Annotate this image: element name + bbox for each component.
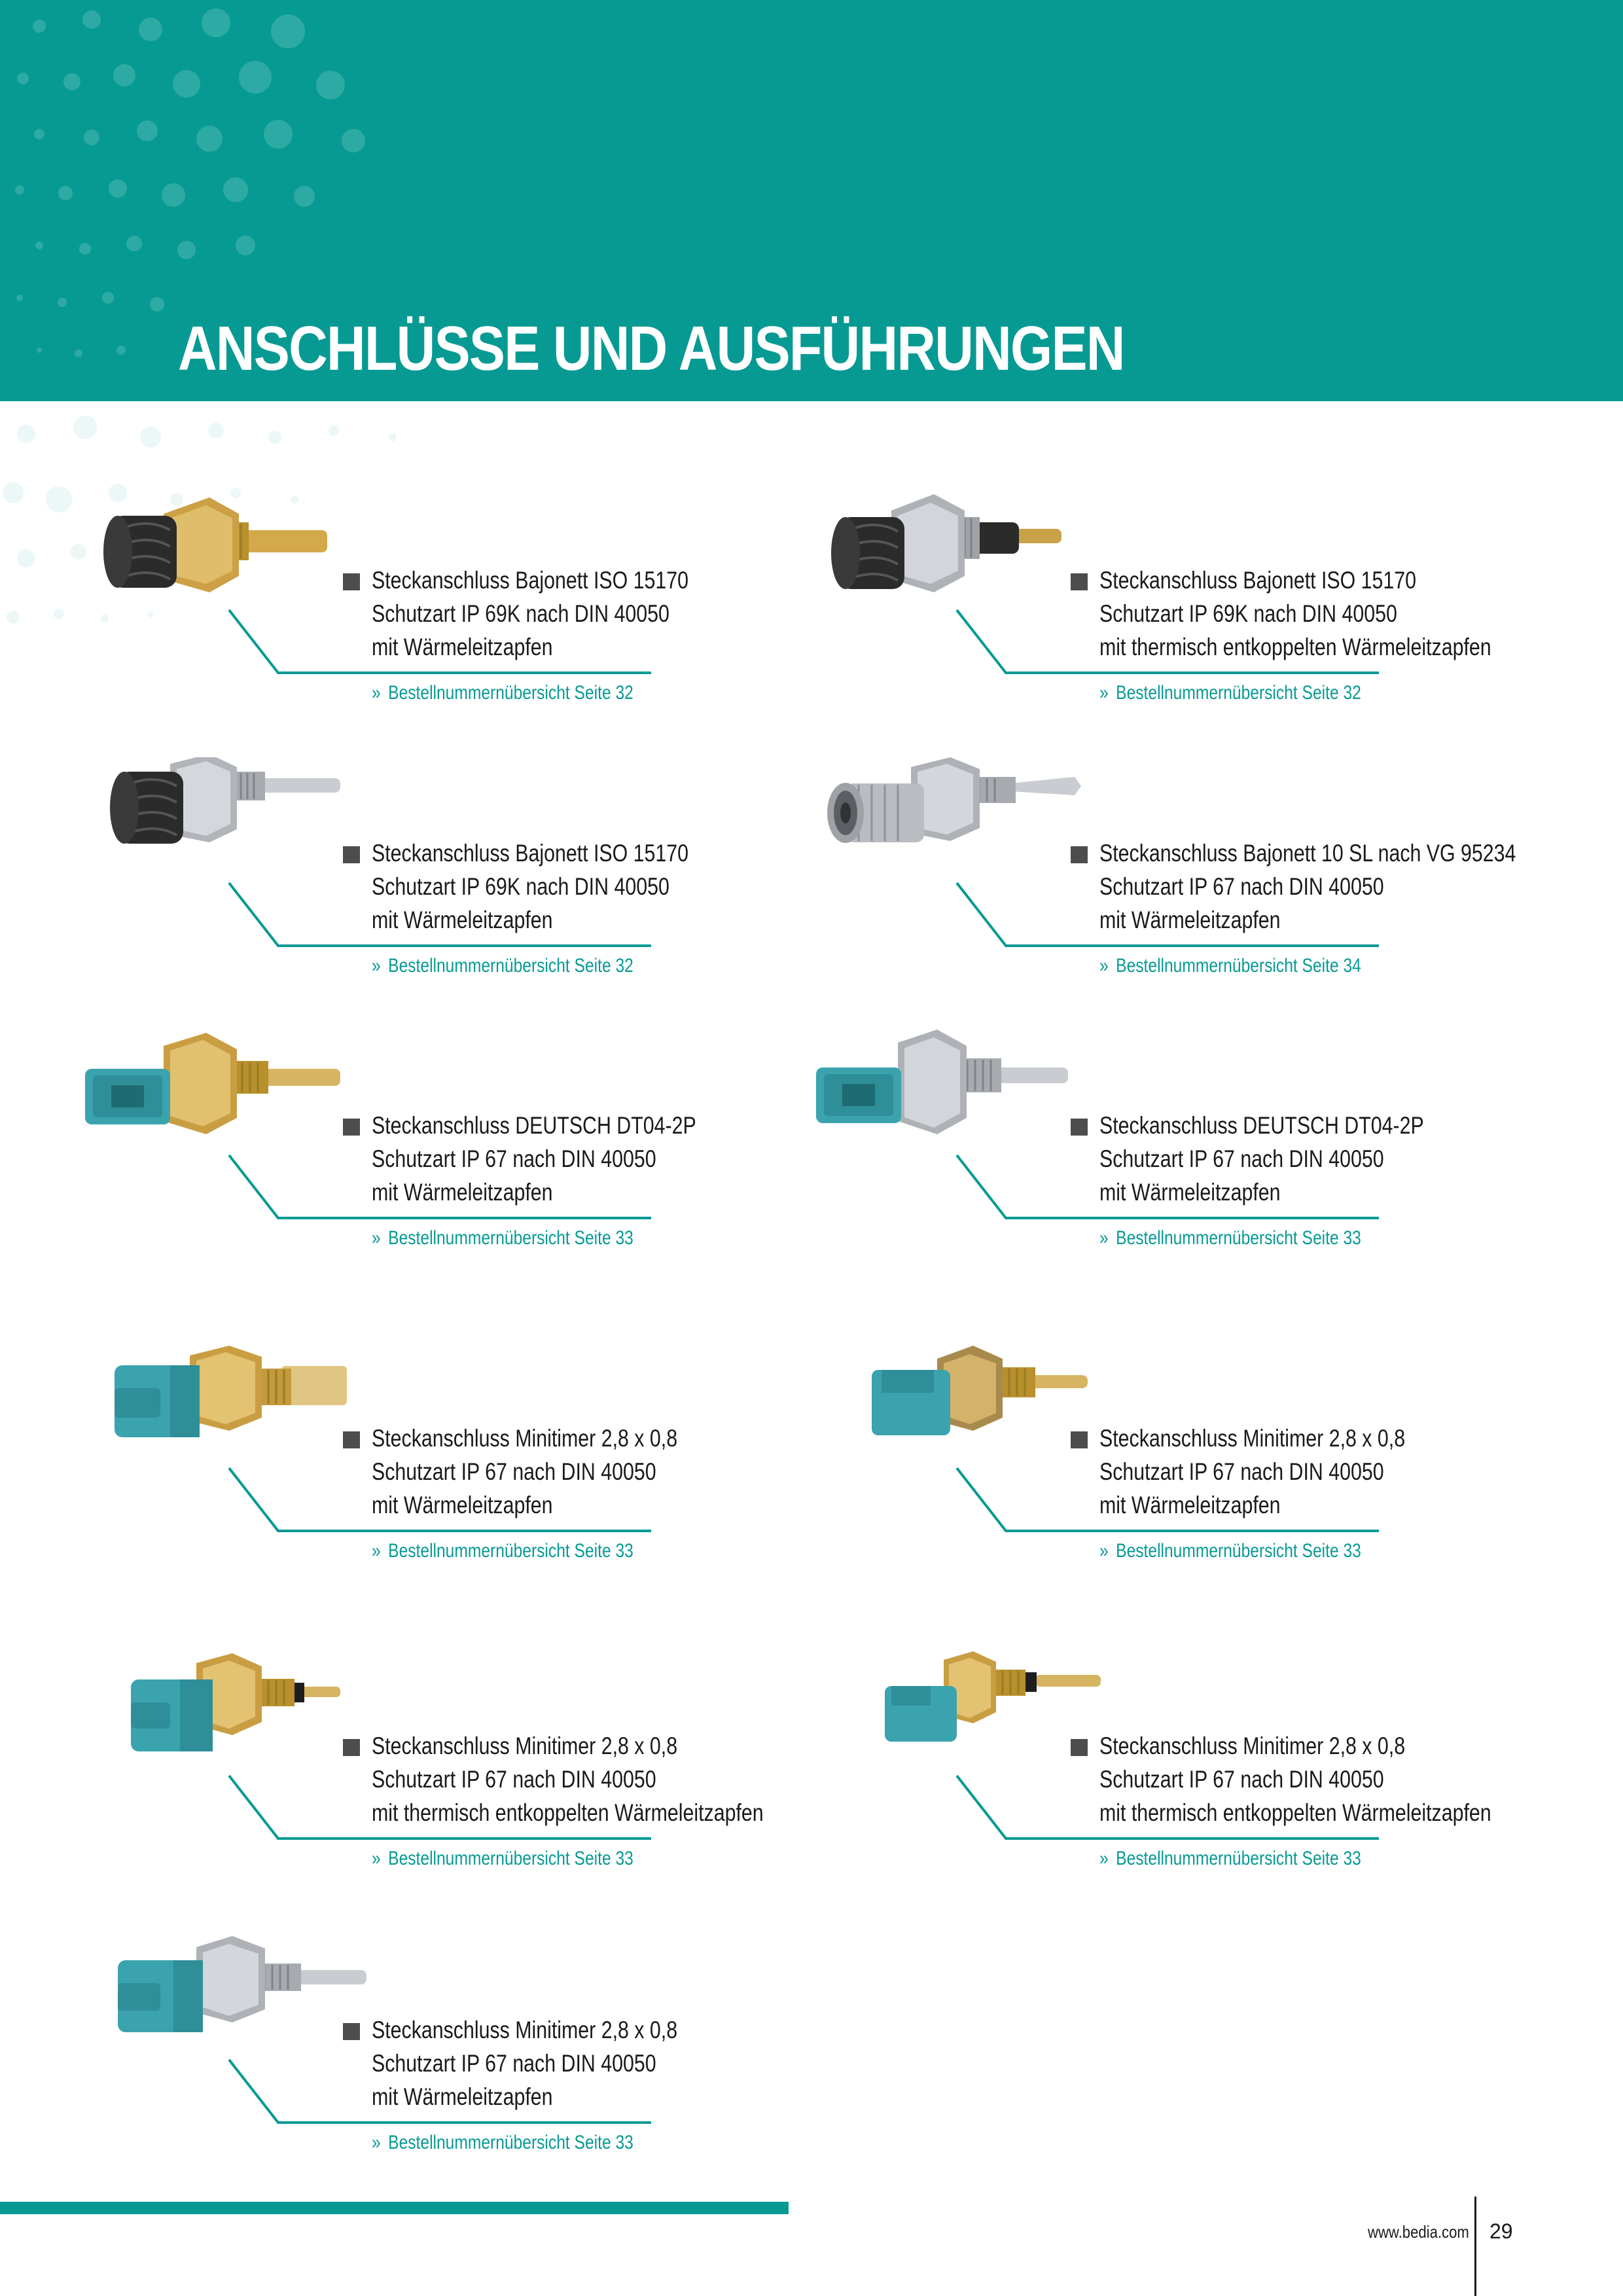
order-reference-text: Bestellnummernübersicht Seite 32 [1116,682,1361,704]
order-reference-link[interactable] [1099,955,1361,977]
protection-class: Schutzart IP 69K nach DIN 40050 [372,873,669,900]
chevron-right-icon: » [1099,682,1109,704]
connector-type: Steckanschluss DEUTSCH DT04-2P [372,1112,696,1139]
connector-type: Steckanschluss Minitimer 2,8 x 0,8 [1099,1732,1406,1759]
order-reference-link[interactable] [372,1227,633,1249]
protection-class: Schutzart IP 67 nach DIN 40050 [372,1145,656,1172]
protection-class: Schutzart IP 69K nach DIN 40050 [1099,600,1397,627]
chevron-right-icon: » [1099,1540,1109,1562]
product-description [372,1109,696,1209]
product-description [1099,836,1516,937]
bullet-square-icon [1071,1119,1088,1136]
connector-type: Steckanschluss Bajonett 10 SL nach VG 95234 [1099,840,1516,867]
product-description [372,1422,677,1522]
order-reference-link[interactable] [372,1540,633,1562]
chevron-right-icon: » [372,2132,381,2153]
bullet-square-icon [343,846,360,863]
pin-type: mit Wärmeleitzapfen [372,1179,553,1206]
connector-type: Steckanschluss Minitimer 2,8 x 0,8 [372,1732,678,1759]
pin-type: mit thermisch entkoppelten Wärmeleitzapfen [1099,1799,1491,1826]
order-reference-link[interactable] [372,955,633,977]
connector-type: Steckanschluss Bajonett ISO 15170 [372,567,689,594]
order-reference-link[interactable] [372,1848,633,1870]
order-reference-text: Bestellnummernübersicht Seite 33 [388,1540,633,1562]
header-banner [0,0,1623,401]
product-item [65,1650,798,1912]
footer-divider [1474,2197,1476,2296]
product-description [372,564,688,664]
product-item [793,757,1526,1019]
order-reference-link[interactable] [1099,1540,1361,1562]
bullet-square-icon [343,1431,360,1448]
product-item [65,1342,798,1604]
pin-type: mit Wärmeleitzapfen [1099,1179,1281,1206]
page-number: 29 [1489,2219,1513,2243]
order-reference-link[interactable] [1099,1227,1361,1249]
order-reference-link[interactable] [1099,682,1361,704]
protection-class: Schutzart IP 67 nach DIN 40050 [1099,1145,1384,1172]
product-item [793,484,1526,746]
chevron-right-icon: » [1099,1848,1109,1869]
page-title: ANSCHLÜSSE UND AUSFÜHRUNGEN [178,314,1124,384]
pin-type: mit Wärmeleitzapfen [1099,1492,1281,1518]
product-description [1099,1109,1424,1209]
bullet-square-icon [1071,573,1088,590]
connector-type: Steckanschluss Minitimer 2,8 x 0,8 [372,1425,678,1452]
chevron-right-icon: » [372,955,381,977]
order-reference-text: Bestellnummernübersicht Seite 32 [388,955,633,977]
connector-type: Steckanschluss Minitimer 2,8 x 0,8 [1099,1425,1406,1452]
product-item [65,757,798,1019]
order-reference-link[interactable] [1099,1848,1361,1870]
chevron-right-icon: » [372,682,381,704]
protection-class: Schutzart IP 67 nach DIN 40050 [372,2050,656,2077]
chevron-right-icon: » [1099,1227,1109,1249]
order-reference-text: Bestellnummernübersicht Seite 33 [1116,1540,1361,1562]
pin-type: mit thermisch entkoppelten Wärmeleitzapfen [372,1799,764,1826]
product-item [793,1030,1526,1291]
product-description [1099,564,1491,664]
product-description [372,2013,677,2113]
pin-type: mit Wärmeleitzapfen [372,2083,553,2110]
connector-type: Steckanschluss Bajonett ISO 15170 [1099,567,1417,594]
bullet-square-icon [1071,1431,1088,1448]
product-description [1099,1422,1405,1522]
footer-website-link[interactable]: www.bedia.com [1368,2222,1469,2242]
product-item [65,484,798,746]
bullet-square-icon [343,1119,360,1136]
order-reference-text: Bestellnummernübersicht Seite 33 [1116,1848,1361,1869]
pin-type: mit Wärmeleitzapfen [372,906,553,933]
bullet-square-icon [1071,846,1088,863]
connector-type: Steckanschluss Minitimer 2,8 x 0,8 [372,2017,678,2043]
pin-type: mit Wärmeleitzapfen [1099,906,1281,933]
footer-accent-bar [0,2202,789,2214]
protection-class: Schutzart IP 67 nach DIN 40050 [372,1766,656,1793]
order-reference-link[interactable] [372,2132,633,2154]
order-reference-text: Bestellnummernübersicht Seite 33 [388,1848,633,1869]
order-reference-text: Bestellnummernübersicht Seite 34 [1116,955,1361,977]
protection-class: Schutzart IP 67 nach DIN 40050 [372,1458,656,1485]
bullet-square-icon [343,2023,360,2040]
order-reference-text: Bestellnummernübersicht Seite 33 [388,1227,633,1249]
chevron-right-icon: » [1099,955,1109,977]
pin-type: mit Wärmeleitzapfen [372,634,553,660]
order-reference-text: Bestellnummernübersicht Seite 33 [388,2132,633,2153]
protection-class: Schutzart IP 67 nach DIN 40050 [1099,1458,1384,1485]
product-item [65,1934,798,2196]
bullet-square-icon [1071,1739,1088,1756]
bullet-square-icon [343,1739,360,1756]
chevron-right-icon: » [372,1540,381,1562]
product-item [793,1650,1526,1912]
product-description [372,836,688,937]
bullet-square-icon [343,573,360,590]
product-description [372,1729,764,1829]
order-reference-text: Bestellnummernübersicht Seite 33 [1116,1227,1361,1249]
product-item [793,1342,1526,1604]
chevron-right-icon: » [372,1848,381,1869]
product-description [1099,1729,1491,1829]
order-reference-text: Bestellnummernübersicht Seite 32 [388,682,633,704]
chevron-right-icon: » [372,1227,381,1249]
order-reference-link[interactable] [372,682,633,704]
pin-type: mit Wärmeleitzapfen [372,1492,553,1518]
pin-type: mit thermisch entkoppelten Wärmeleitzapfen [1099,634,1491,660]
connector-type: Steckanschluss Bajonett ISO 15170 [372,840,689,867]
connector-type: Steckanschluss DEUTSCH DT04-2P [1099,1112,1424,1139]
protection-class: Schutzart IP 67 nach DIN 40050 [1099,873,1384,900]
protection-class: Schutzart IP 69K nach DIN 40050 [372,600,669,627]
product-item [65,1030,798,1291]
protection-class: Schutzart IP 67 nach DIN 40050 [1099,1766,1384,1793]
